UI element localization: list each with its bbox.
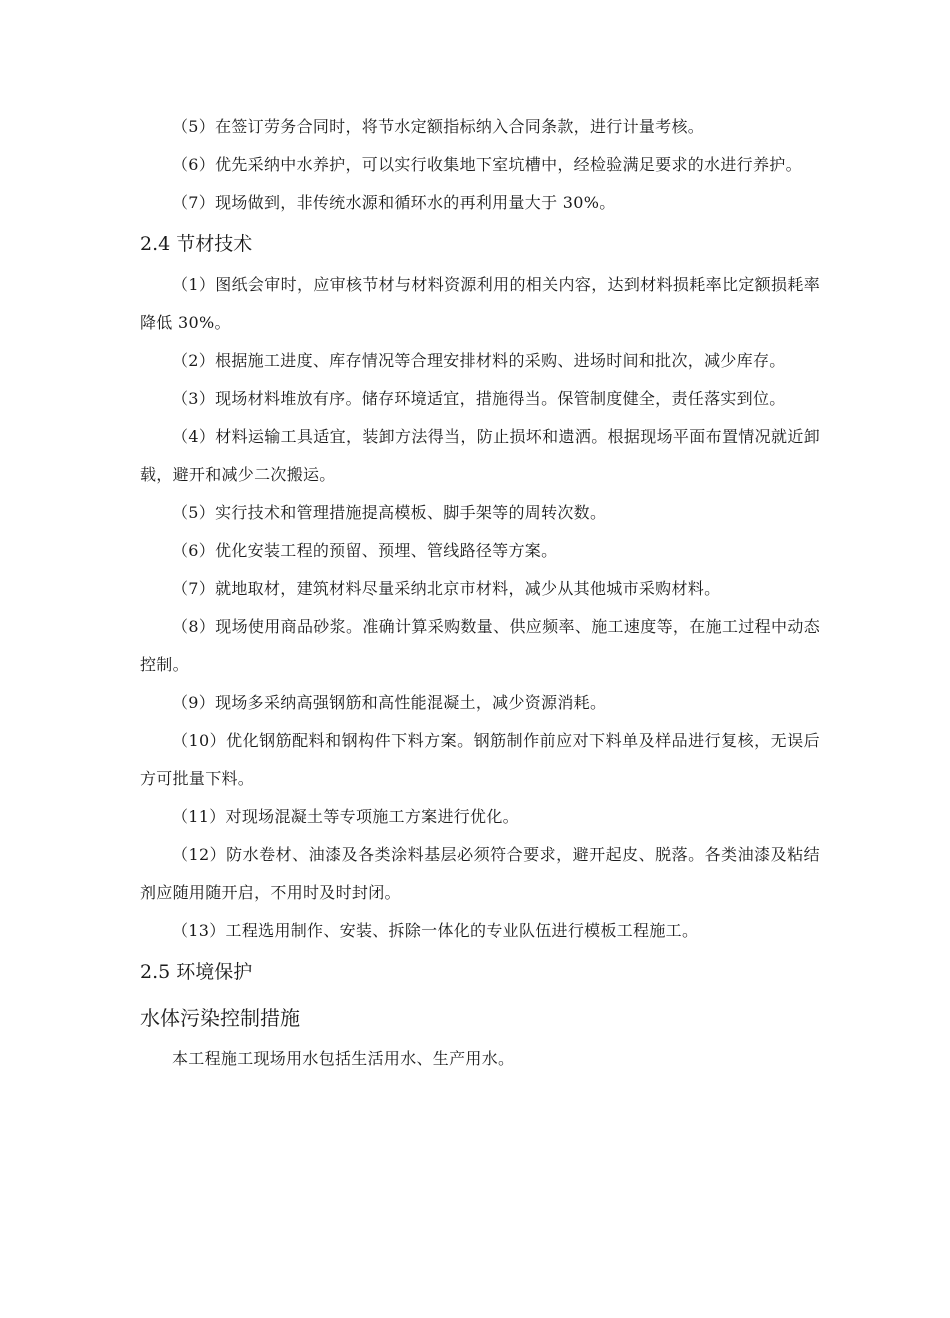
paragraph-water-6: （6）优先采纳中水养护，可以实行收集地下室坑槽中，经检验满足要求的水进行养护。 (172, 155, 802, 174)
paragraph-material-2: （2）根据施工进度、库存情况等合理安排材料的采购、进场时间和批次，减少库存。 (172, 351, 786, 370)
paragraph-material-5: （5）实行技术和管理措施提高模板、脚手架等的周转次数。 (172, 503, 607, 522)
paragraph-material-7: （7）就地取材，建筑材料尽量采纳北京市材料，减少从其他城市采购材料。 (172, 579, 721, 598)
section-heading-material-saving: 2.4 节材技术 (140, 233, 253, 255)
paragraph-water-7: （7）现场做到，非传统水源和循环水的再利用量大于 30%。 (172, 193, 616, 212)
section-heading-environment: 2.5 环境保护 (140, 961, 253, 983)
paragraph-environment-1: 本工程施工现场用水包括生活用水、生产用水。 (172, 1049, 515, 1068)
paragraph-water-5: （5）在签订劳务合同时，将节水定额指标纳入合同条款，进行计量考核。 (172, 117, 705, 136)
paragraph-material-3: （3）现场材料堆放有序。储存环境适宜，措施得当。保管制度健全，责任落实到位。 (172, 389, 786, 408)
paragraph-material-12: （12）防水卷材、油漆及各类涂料基层必须符合要求，避开起皮、脱落。各类油漆及粘结剂应随用随开启，不用时及时封闭。 (140, 845, 820, 902)
paragraph-material-11: （11）对现场混凝土等专项施工方案进行优化。 (172, 807, 519, 826)
paragraph-material-13: （13）工程选用制作、安装、拆除一体化的专业队伍进行模板工程施工。 (172, 921, 699, 940)
paragraph-material-4: （4）材料运输工具适宜，装卸方法得当，防止损坏和遗洒。根据现场平面布置情况就近卸载，避开和减少二次搬运。 (140, 427, 820, 484)
paragraph-material-10: （10）优化钢筋配料和钢构件下料方案。钢筋制作前应对下料单及样品进行复核，无误后方可批量下料。 (140, 731, 820, 788)
document-page (140, 108, 820, 1078)
paragraph-material-8: （8）现场使用商品砂浆。准确计算采购数量、供应频率、施工速度等，在施工过程中动态控制。 (140, 617, 820, 674)
subsection-heading-water-pollution: 水体污染控制措施 (140, 1006, 300, 1030)
paragraph-material-9: （9）现场多采纳高强钢筋和高性能混凝土，减少资源消耗。 (172, 693, 607, 712)
paragraph-material-6: （6）优化安装工程的预留、预埋、管线路径等方案。 (172, 541, 558, 560)
paragraph-material-1: （1）图纸会审时，应审核节材与材料资源利用的相关内容，达到材料损耗率比定额损耗率降低 30%。 (140, 275, 820, 332)
